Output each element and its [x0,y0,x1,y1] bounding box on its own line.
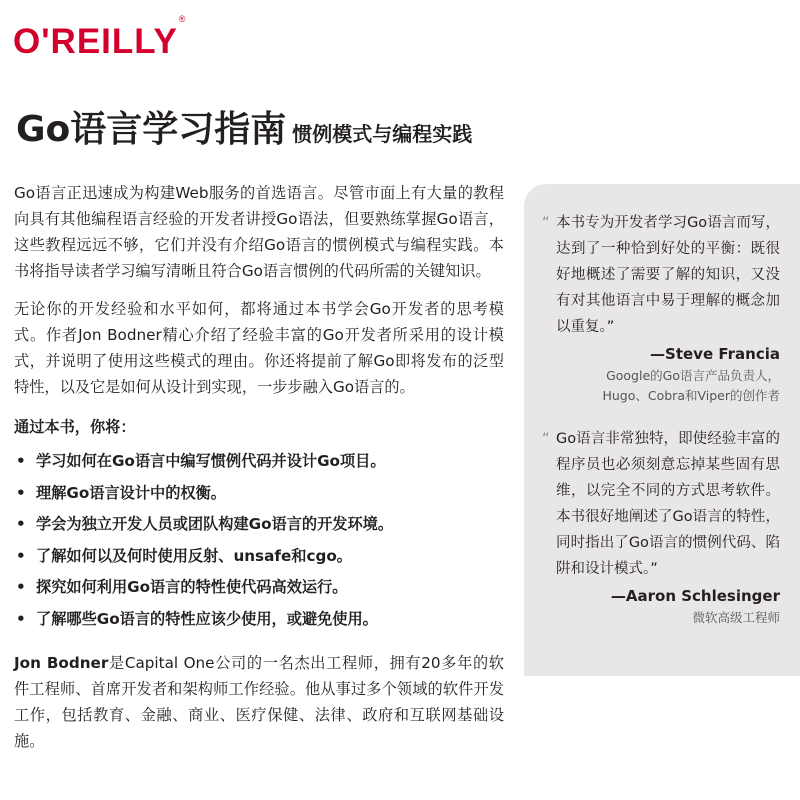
quote-text: Go语言非常独特，即使经验丰富的程序员也必须刻意忘掉某些固有思维，以完全不同的方式思考软件。本书很好地阐述了Go语言的特性，同时指出了Go语言的惯例代码、陷阱和设计模式。” [556,431,780,577]
bullet-icon: • [16,546,26,565]
testimonial-quote [542,210,780,406]
list-item: • 了解哪些Go语言的特性应该少使用，或避免使用。 [16,609,378,628]
bullet-icon: • [16,578,26,596]
quote-sidebar [524,184,800,676]
author-bio-text: 是Capital One公司的一名杰出工程师，拥有20多年的软件工程师、首席开发者和架构师工作经验。他从事过多个领域的软件开发工作，包括教育、金融、商业、医疗保健、法律、政府和互联网基础设施。 [14,653,504,750]
quote-author-role: Google的Go语言产品负责人， [606,368,780,383]
bullet-icon: • [16,452,26,470]
intro-paragraph: Go语言正迅速成为构建Web服务的首选语言。尽管市面上有大量的教程向具有其他编程语言经验的开发者讲授Go语法，但要熟练掌握Go语言，这些教程远远不够，它们并没有介绍Go语言的惯例模式与编程实践。本书将指导读者学习编写清晰且符合Go语言惯例的代码所需的关键知识。 [14,184,504,280]
bullet-icon: • [16,483,26,502]
quote-mark-icon: “ [542,431,550,447]
author-bio [14,650,504,754]
book-title: Go语言学习指南 [16,109,287,150]
author-name: Jon Bodner [14,653,109,672]
section-heading: 通过本书，你将： [14,418,136,436]
oreilly-logo: O'REILLY® [13,14,187,61]
list-item: • 学会为独立开发人员或团队构建Go语言的开发环境。 [16,515,394,533]
testimonial-quote [542,426,780,628]
intro-paragraph: 无论你的开发经验和水平如何，都将通过本书学会Go开发者的思考模式。作者Jon Bodner精心介绍了经验丰富的Go开发者所采用的设计模式，并说明了使用这些模式的理由。你还将提前了解Go即将发布的泛型特性，以及它是如何从设计到实现，一步步融入Go语言的。 [14,300,504,396]
bullet-icon: • [16,609,26,628]
list-item: • 理解Go语言设计中的权衡。 [16,483,226,502]
quote-author: —Steve Francia [650,345,780,363]
quote-author: —Aaron Schlesinger [610,587,780,605]
book-title-row [16,109,473,150]
bullet-icon: • [16,515,26,533]
book-subtitle: 惯例模式与编程实践 [292,122,473,146]
quote-author-role: Hugo、Cobra和Viper的创作者 [602,388,780,403]
quote-text: 本书专为开发者学习Go语言而写，达到了一种恰到好处的平衡：既很好地概述了需要了解的知识，又没有对其他语言中易于理解的概念加以重复。” [556,215,780,335]
list-item: • 了解如何以及何时使用反射、unsafe和cgo。 [16,546,352,565]
main-description [14,180,504,754]
list-item: • 探究如何利用Go语言的特性使代码高效运行。 [16,578,348,596]
quote-mark-icon: “ [542,215,550,231]
quote-author-role: 微软高级工程师 [692,610,780,625]
feature-list [14,450,504,630]
list-item: • 学习如何在Go语言中编写惯例代码并设计Go项目。 [16,452,386,470]
